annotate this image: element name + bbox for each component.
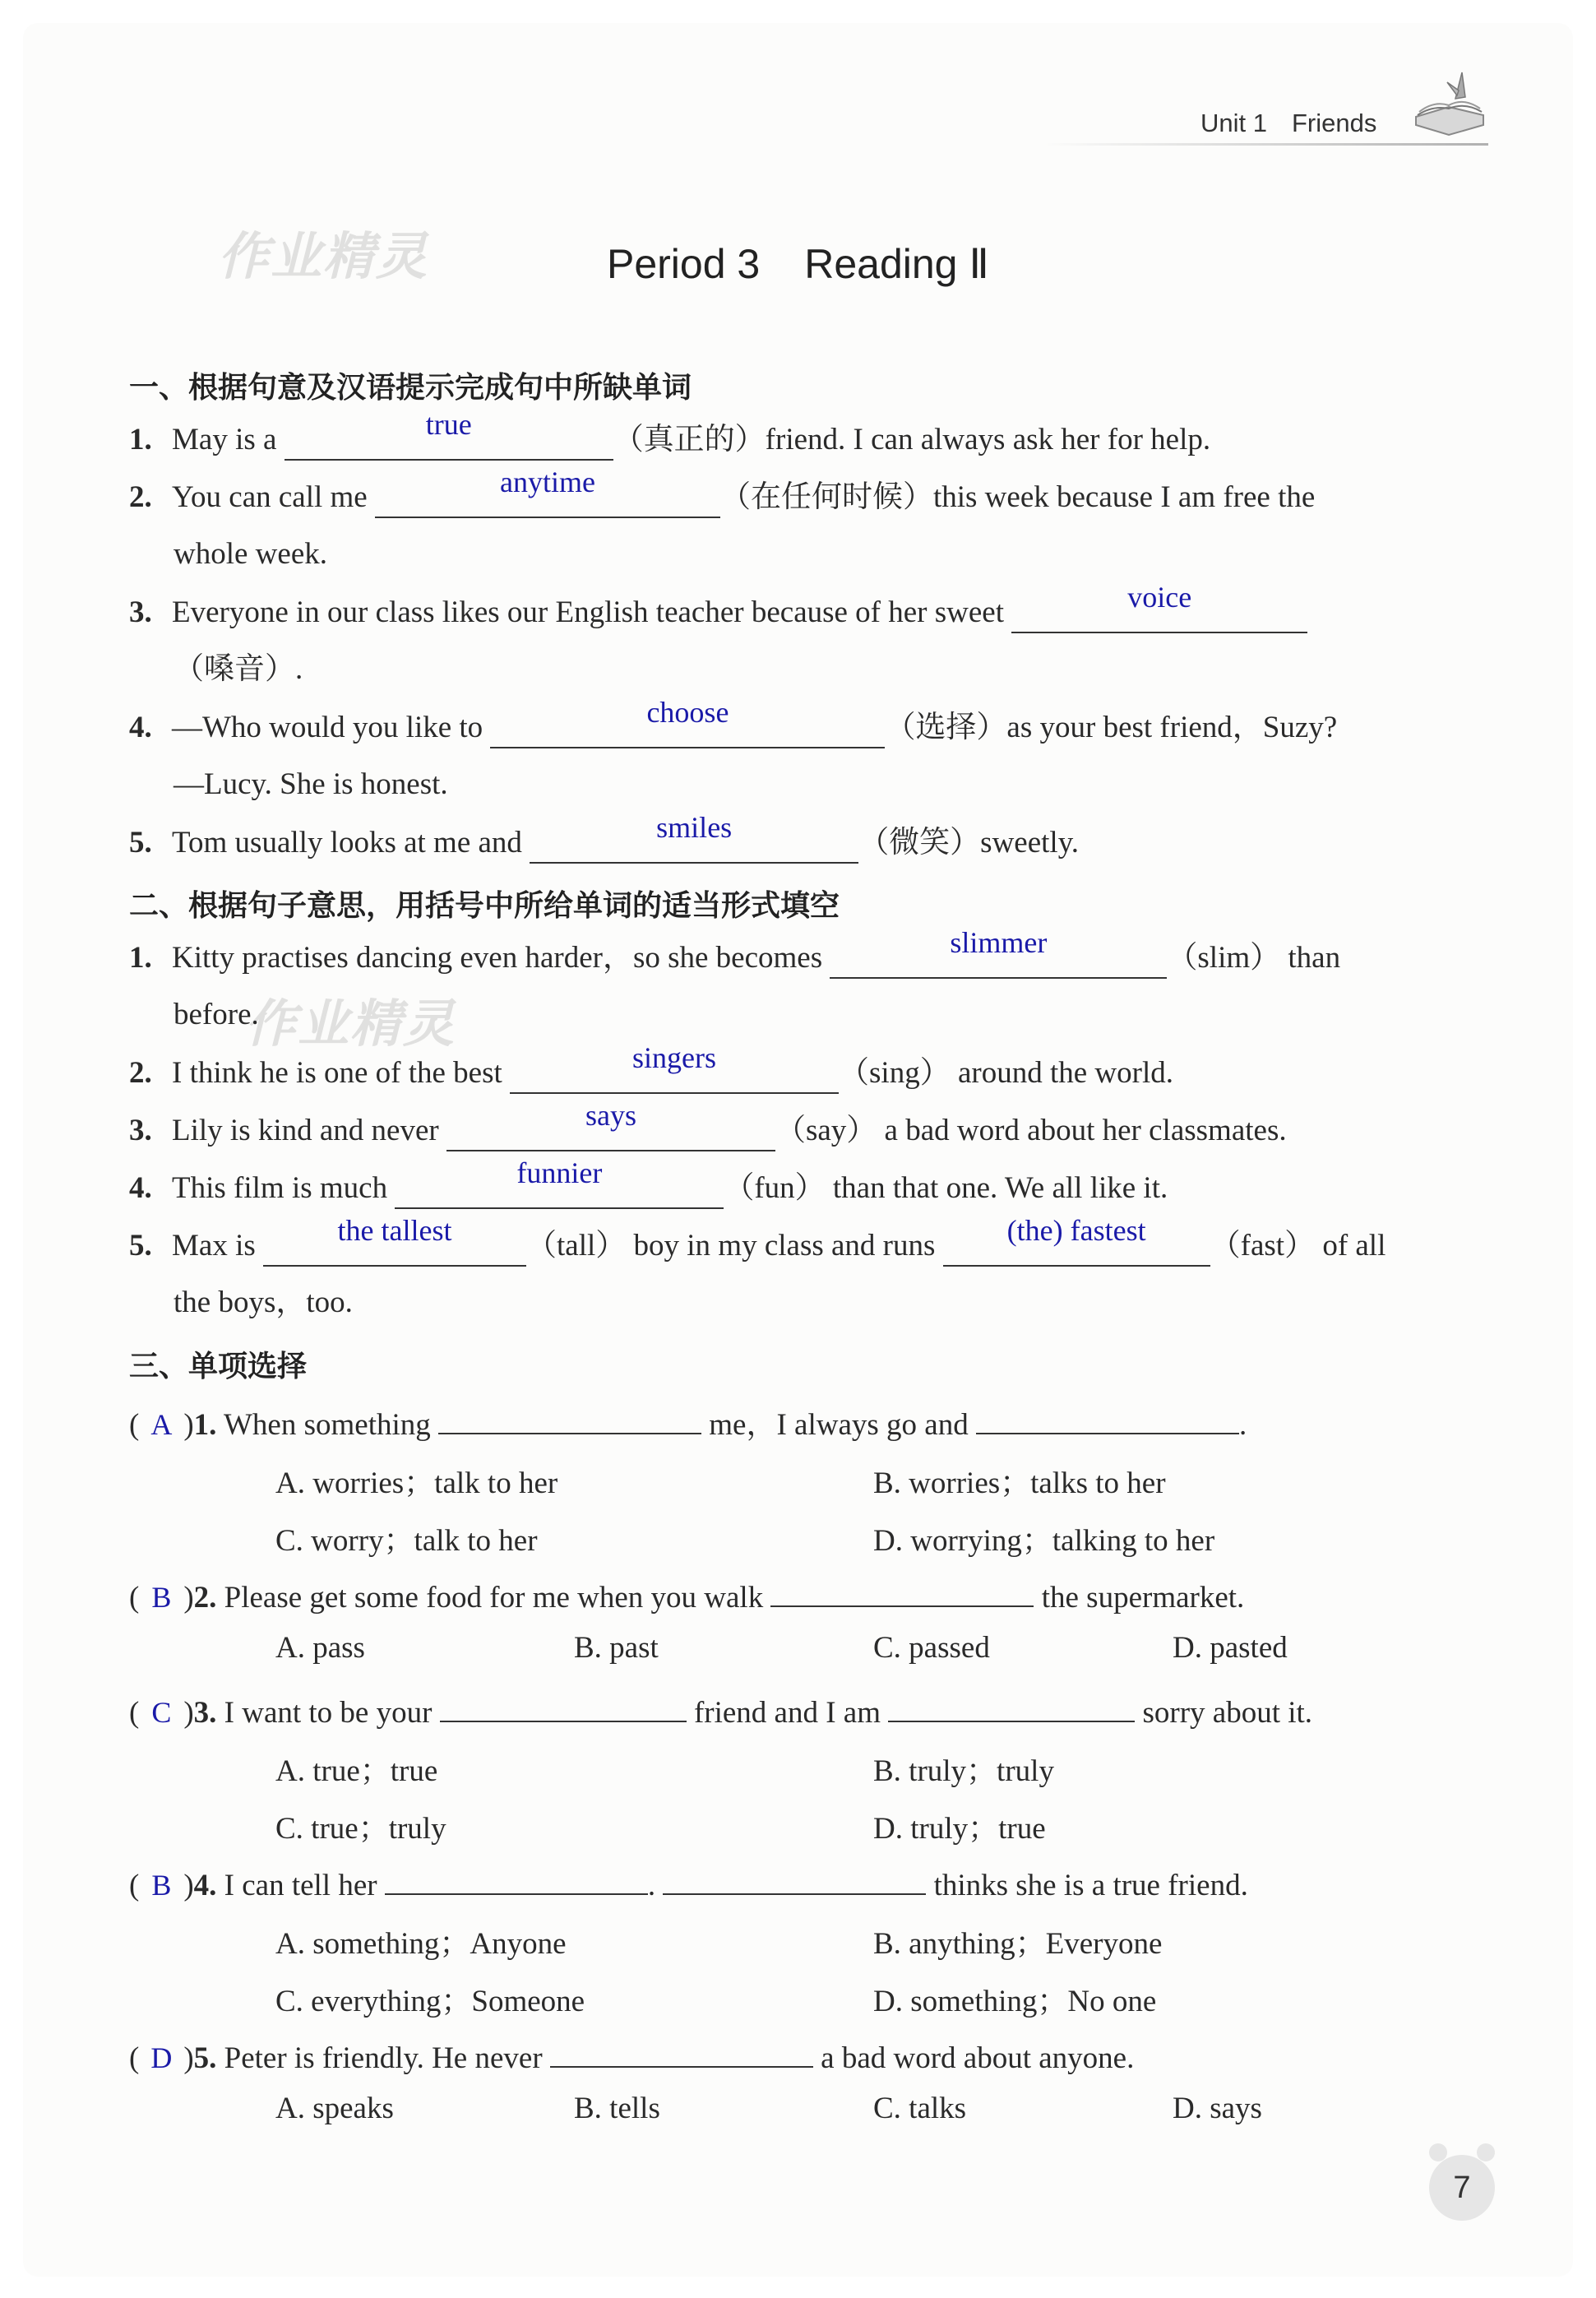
answer-blank[interactable]: the tallest bbox=[263, 1227, 526, 1267]
mc-answer[interactable]: B bbox=[151, 1869, 172, 1902]
exercise-item-continued: before. bbox=[173, 998, 259, 1031]
option-b[interactable]: B. tells bbox=[574, 2092, 660, 2125]
open-book-icon bbox=[1408, 66, 1490, 148]
option-c[interactable]: C. true；truly bbox=[275, 1812, 446, 1846]
mc-answer[interactable]: B bbox=[151, 1581, 172, 1614]
exercise-item: 1. Kitty practises dancing even harder，so she becomes slimmer （slim） than bbox=[129, 939, 1340, 979]
page-title bbox=[0, 240, 1596, 288]
option-a[interactable]: A. true；true bbox=[275, 1754, 438, 1788]
exercise-item: 3. Lily is kind and never says （say） a bad word about her classmates. bbox=[129, 1112, 1287, 1151]
answer-blank[interactable]: (the) fastest bbox=[943, 1227, 1210, 1267]
unit-title: Friends bbox=[1291, 109, 1377, 137]
answer-blank[interactable] bbox=[888, 1688, 1135, 1722]
mc-question: ( B )2. Please get some food for me when you walk the supermarket. bbox=[129, 1573, 1244, 1616]
answer-blank[interactable]: true bbox=[285, 421, 613, 461]
option-c[interactable]: C. everything；Someone bbox=[275, 1985, 585, 2018]
option-b[interactable]: B. worries；talks to her bbox=[873, 1466, 1166, 1500]
section-heading: 二、根据句子意思，用括号中所给单词的适当形式填空 bbox=[129, 889, 840, 923]
option-d[interactable]: D. worrying；talking to her bbox=[873, 1524, 1215, 1558]
option-c[interactable]: C. talks bbox=[873, 2092, 967, 2125]
option-d[interactable]: D. something；No one bbox=[873, 1985, 1157, 2018]
mc-question: ( D )5. Peter is friendly. He never a bad word about anyone. bbox=[129, 2033, 1134, 2077]
answer-blank[interactable] bbox=[385, 1860, 648, 1895]
option-b[interactable]: B. anything；Everyone bbox=[873, 1927, 1163, 1961]
mc-answer[interactable]: C bbox=[151, 1696, 172, 1729]
exercise-item-continued: whole week. bbox=[173, 537, 327, 571]
answer-blank[interactable] bbox=[440, 1688, 687, 1722]
exercise-item-continued: the boys，too. bbox=[173, 1286, 353, 1319]
mc-question: ( A )1. When something me，I always go and . bbox=[129, 1400, 1247, 1443]
running-header bbox=[1200, 109, 1376, 138]
answer-blank[interactable]: choose bbox=[490, 709, 885, 748]
exercise-item-continued: （嗓音）. bbox=[173, 652, 303, 686]
mc-question: ( C )3. I want to be your friend and I am sorry about it. bbox=[129, 1688, 1312, 1731]
answer-blank[interactable]: funnier bbox=[395, 1170, 724, 1209]
period-label: Period 3 bbox=[607, 241, 761, 287]
mc-question: ( B )4. I can tell her . thinks she is a true friend. bbox=[129, 1860, 1248, 1904]
mc-answer[interactable]: A bbox=[150, 1408, 173, 1441]
answer-blank[interactable]: smiles bbox=[530, 824, 858, 864]
exercise-item: 4. This film is much funnier （fun） than that one. We all like it. bbox=[129, 1170, 1168, 1209]
answer-blank[interactable]: voice bbox=[1011, 594, 1307, 633]
option-d[interactable]: D. truly；true bbox=[873, 1812, 1046, 1846]
option-a[interactable]: A. something；Anyone bbox=[275, 1927, 567, 1961]
option-a[interactable]: A. worries；talk to her bbox=[275, 1466, 558, 1500]
clock-bell-icon bbox=[1477, 2143, 1495, 2161]
exercise-item: 5. Tom usually looks at me and smiles （微笑）sweetly. bbox=[129, 824, 1079, 864]
answer-blank[interactable] bbox=[438, 1400, 701, 1434]
exercise-item: 1. May is a true （真正的）friend. I can always ask her for help. bbox=[129, 421, 1210, 461]
option-c[interactable]: C. passed bbox=[873, 1631, 990, 1665]
answer-blank[interactable] bbox=[663, 1860, 926, 1895]
exercise-item-continued: —Lucy. She is honest. bbox=[173, 767, 448, 801]
watermark: 作业精灵 bbox=[218, 226, 429, 286]
option-a[interactable]: A. speaks bbox=[275, 2092, 394, 2125]
unit-label: Unit 1 bbox=[1200, 109, 1267, 137]
exercise-item: 4. —Who would you like to choose （选择）as your best friend，Suzy? bbox=[129, 709, 1337, 748]
section-heading: 一、根据句意及汉语提示完成句中所缺单词 bbox=[129, 371, 692, 405]
exercise-item: 5. Max is the tallest （tall） boy in my class and runs (the) fastest （fast） of all bbox=[129, 1227, 1386, 1267]
page-number: 7 bbox=[1429, 2155, 1495, 2221]
answer-blank[interactable]: says bbox=[446, 1112, 775, 1151]
option-b[interactable]: B. past bbox=[574, 1631, 659, 1665]
option-b[interactable]: B. truly；truly bbox=[873, 1754, 1054, 1788]
exercise-item: 2. I think he is one of the best singers （sing） around the world. bbox=[129, 1054, 1173, 1094]
option-d[interactable]: D. says bbox=[1173, 2092, 1262, 2125]
option-c[interactable]: C. worry；talk to her bbox=[275, 1524, 538, 1558]
exercise-item: 3. Everyone in our class likes our English teacher because of her sweet voice bbox=[129, 594, 1307, 633]
section-heading: 三、单项选择 bbox=[129, 1350, 308, 1383]
answer-blank[interactable]: slimmer bbox=[830, 939, 1167, 979]
option-a[interactable]: A. pass bbox=[275, 1631, 365, 1665]
answer-blank[interactable]: singers bbox=[510, 1054, 839, 1094]
answer-blank[interactable] bbox=[976, 1400, 1239, 1434]
option-d[interactable]: D. pasted bbox=[1173, 1631, 1288, 1665]
mc-answer[interactable]: D bbox=[150, 2041, 173, 2074]
topic-label: Reading Ⅱ bbox=[804, 241, 989, 287]
answer-blank[interactable] bbox=[770, 1573, 1034, 1607]
exercise-item: 2. You can call me anytime （在任何时候）this week because I am free the bbox=[129, 479, 1315, 518]
watermark: 作业精灵 bbox=[245, 994, 456, 1054]
answer-blank[interactable]: anytime bbox=[375, 479, 720, 518]
answer-blank[interactable] bbox=[550, 2033, 813, 2068]
